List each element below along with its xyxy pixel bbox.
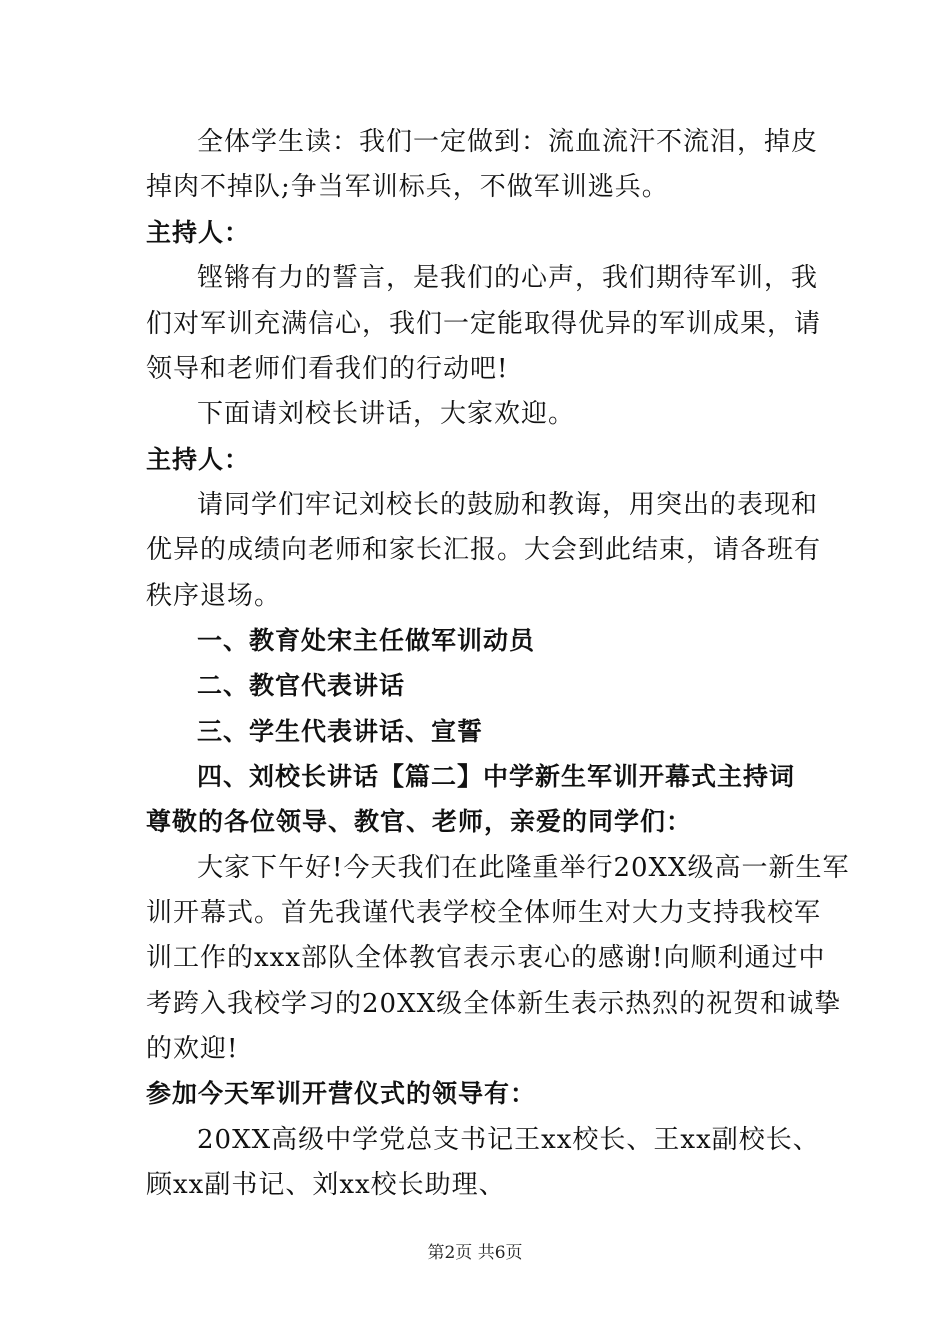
salutation-heading: 尊敬的各位领导、教官、老师，亲爱的同学们： <box>146 807 693 836</box>
paragraph-line: 训工作的xxx部队全体教官表示衷心的感谢!向顺利通过中 <box>146 943 826 973</box>
agenda-item: 一、教育处宋主任做军训动员 <box>197 626 536 655</box>
paragraph-line: 全体学生读：我们一定做到：流血流汗不流泪，掉皮 <box>197 127 819 157</box>
leaders-heading: 参加今天军训开营仪式的领导有： <box>146 1079 537 1108</box>
paragraph-line: 优异的成绩向老师和家长汇报。大会到此结束，请各班有 <box>146 535 822 565</box>
paragraph-line: 大家下午好!今天我们在此隆重举行20XX级高一新生军 <box>197 853 850 883</box>
page-number-footer: 第2页 共6页 <box>427 1243 523 1263</box>
speaker-heading: 主持人： <box>146 218 251 247</box>
paragraph-line: 顾xx副书记、刘xx校长助理、 <box>146 1170 506 1200</box>
agenda-item: 四、刘校长讲话【篇二】中学新生军训开幕式主持词 <box>197 762 796 791</box>
paragraph-line: 铿锵有力的誓言，是我们的心声，我们期待军训，我 <box>197 263 819 293</box>
paragraph-line: 掉肉不掉队;争当军训标兵，不做军训逃兵。 <box>146 172 669 202</box>
paragraph-line: 20XX高级中学党总支书记王xx校长、王xx副校长、 <box>197 1125 820 1155</box>
paragraph-line: 秩序退场。 <box>146 581 282 611</box>
paragraph-line: 下面请刘校长讲话，大家欢迎。 <box>197 399 576 429</box>
paragraph-line: 的欢迎! <box>146 1034 239 1064</box>
paragraph-line: 们对军训充满信心，我们一定能取得优异的军训成果，请 <box>146 309 822 339</box>
paragraph-line: 请同学们牢记刘校长的鼓励和教诲，用突出的表现和 <box>197 490 819 520</box>
paragraph-line: 考跨入我校学习的20XX级全体新生表示热烈的祝贺和诚挚 <box>146 989 842 1019</box>
agenda-item: 三、学生代表讲话、宣誓 <box>197 717 484 746</box>
speaker-heading: 主持人： <box>146 445 251 474</box>
paragraph-line: 领导和老师们看我们的行动吧! <box>146 354 509 384</box>
paragraph-line: 训开幕式。首先我谨代表学校全体师生对大力支持我校军 <box>146 898 822 928</box>
agenda-item: 二、教官代表讲话 <box>197 671 406 700</box>
